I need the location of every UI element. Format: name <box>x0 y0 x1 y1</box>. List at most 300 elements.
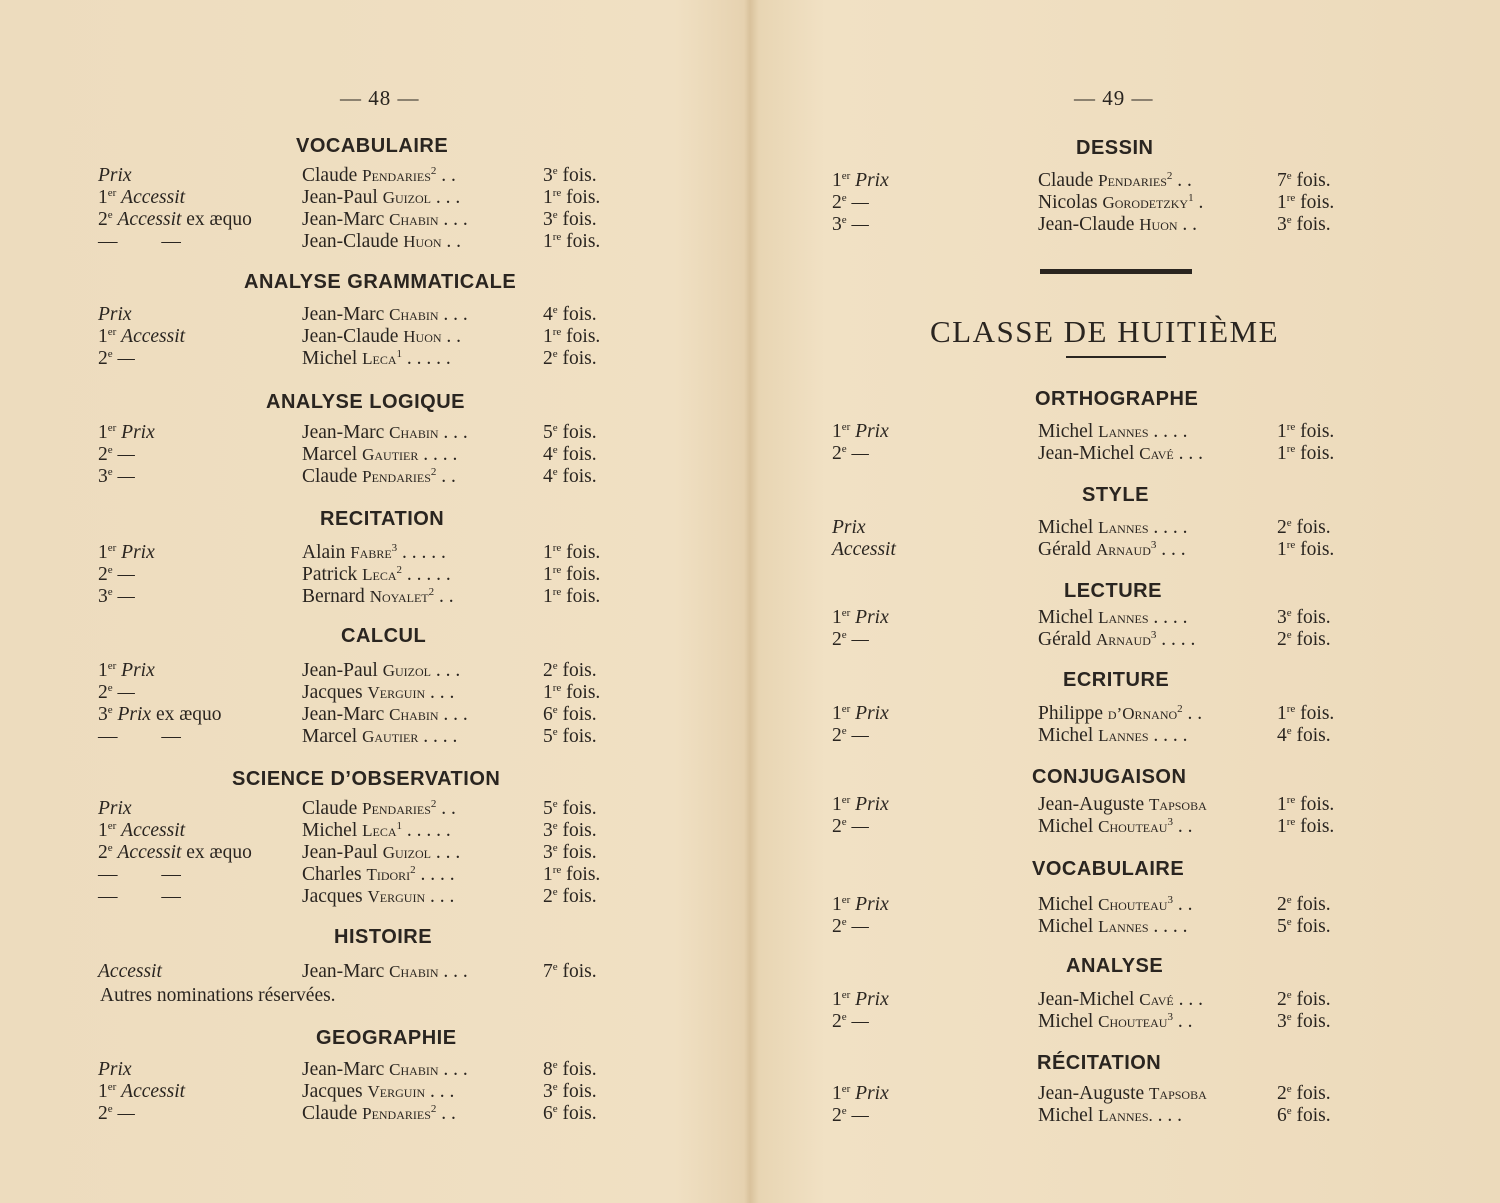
rank-cell <box>98 961 162 983</box>
award-label: — <box>851 443 869 464</box>
times-count: 1re fois. <box>543 682 601 703</box>
rank-cell: 1er Prix <box>832 703 889 724</box>
times-count: 3e fois. <box>1277 1011 1331 1032</box>
rank-cell: 1er Prix <box>832 170 889 191</box>
times-count: 2e fois. <box>543 886 597 907</box>
rank-cell: 3e — <box>98 586 135 607</box>
ex-aequo-label: — <box>161 231 181 252</box>
count-suffix: re <box>1286 539 1296 551</box>
table-row <box>0 326 750 348</box>
ex-aequo-label: — <box>161 726 181 747</box>
times-count: 5e fois. <box>543 726 597 747</box>
times-count: 1re fois. <box>543 187 601 208</box>
table-row <box>0 466 750 488</box>
student-name: Michel Lannes . . . . <box>1038 517 1188 538</box>
times-count: 6e fois. <box>543 704 597 725</box>
footnote-marker: 2 <box>1177 703 1183 715</box>
table-row <box>754 916 1500 938</box>
footnote-marker: 3 <box>1167 1011 1173 1023</box>
rank-cell: 1er Prix <box>98 660 155 681</box>
rank-cell: 2e — <box>98 348 135 369</box>
award-label: Prix <box>855 170 889 191</box>
table-row <box>754 794 1500 816</box>
rank-cell: 3e — <box>98 466 135 487</box>
student-name: Bernard Noyalet$^2$ . . <box>302 586 454 607</box>
section-heading: ANALYSE LOGIQUE <box>266 391 466 413</box>
rank-cell: 1er Accessit <box>98 187 186 208</box>
count-suffix: e <box>552 704 558 716</box>
award-label: Prix <box>855 703 889 724</box>
count-suffix: e <box>1286 214 1292 226</box>
section-heading: ANALYSE <box>1066 955 1164 977</box>
section-heading: RECITATION <box>320 508 445 530</box>
table-row <box>754 517 1500 539</box>
rank-suffix: er <box>841 421 851 433</box>
student-surname: Arnaud <box>1095 630 1151 649</box>
count-suffix: e <box>1286 1011 1292 1023</box>
rank-cell: 1er Prix <box>832 1083 889 1104</box>
ex-aequo-label: ex æquo <box>186 842 252 863</box>
count-suffix: re <box>552 231 562 243</box>
award-label: — <box>117 1103 135 1124</box>
ex-aequo-label: — <box>161 886 181 907</box>
student-surname: Noyalet <box>369 587 429 606</box>
table-row <box>0 187 750 209</box>
count-suffix: e <box>552 842 558 854</box>
rank-suffix: e <box>107 586 113 598</box>
rank-cell: 2e Accessit ex æquo <box>98 209 252 230</box>
rank-suffix: e <box>841 192 847 204</box>
student-name: Claude Pendaries$^2$ . . <box>302 165 456 186</box>
rank-suffix: e <box>107 348 113 360</box>
times-count: 3e fois. <box>1277 214 1331 235</box>
times-count: 2e fois. <box>1277 1083 1331 1104</box>
student-name: Michel Lannes . . . . <box>1038 421 1188 442</box>
rank-suffix: e <box>841 725 847 737</box>
table-row <box>0 726 750 748</box>
rank-cell: 2e Accessit ex æquo <box>98 842 252 863</box>
count-suffix: e <box>1286 725 1292 737</box>
award-label: Prix <box>855 794 889 815</box>
table-row <box>0 422 750 444</box>
student-surname: Chabin <box>389 962 439 981</box>
student-name: Marcel Gautier . . . . <box>302 726 458 747</box>
section-heading: ANALYSE GRAMMATICALE <box>244 271 517 293</box>
student-name: Nicolas Gorodetzky$^1$ . <box>1038 192 1204 213</box>
student-surname: Pendaries <box>1098 171 1167 190</box>
times-count: 1re fois. <box>543 864 601 885</box>
footnote-marker: 2 <box>430 798 437 810</box>
student-name: Jean-Claude Huon . . <box>302 326 462 347</box>
rank-suffix: er <box>107 422 117 434</box>
rank-cell: 2e — <box>832 916 869 937</box>
times-count: 4e fois. <box>1277 725 1331 746</box>
award-label: — <box>117 444 135 465</box>
student-surname: Chabin <box>389 210 439 229</box>
award-label: Prix <box>855 421 889 442</box>
award-label: — <box>851 816 869 837</box>
rank-cell: 1er Prix <box>832 989 889 1010</box>
times-count: 2e fois. <box>1277 629 1331 650</box>
student-name: Michel Lannes . . . . <box>1038 607 1188 628</box>
times-count: 1re fois. <box>543 231 601 252</box>
section-heading: DESSIN <box>1076 137 1154 159</box>
table-row <box>0 564 750 586</box>
student-name: Jean-Claude Huon . . <box>1038 214 1198 235</box>
student-surname: Pendaries <box>362 166 431 185</box>
student-surname: Pendaries <box>362 799 431 818</box>
student-surname: Chabin <box>389 1060 439 1079</box>
rank-suffix: er <box>841 794 851 806</box>
table-row <box>0 1103 750 1125</box>
rank-suffix: e <box>841 916 847 928</box>
section-heading: VOCABULAIRE <box>296 135 449 157</box>
student-name: Gérald Arnaud$^3$ . . . . <box>1038 629 1196 650</box>
rank-cell: 1er Accessit <box>98 820 186 841</box>
student-surname: d’Ornano <box>1107 704 1178 723</box>
award-label: Prix <box>98 304 132 325</box>
award-label: Prix <box>855 1083 889 1104</box>
count-suffix: e <box>1286 916 1292 928</box>
rank-cell: 2e — <box>832 725 869 746</box>
student-surname: Verguin <box>367 1082 426 1101</box>
ex-aequo-label: ex æquo <box>155 704 222 725</box>
award-label: Prix <box>855 607 889 628</box>
footnote-text: Autres nominations réservées. <box>100 985 336 1006</box>
times-count: 3e fois. <box>543 209 597 230</box>
section-heading: CONJUGAISON <box>1032 766 1187 788</box>
times-count: 7e fois. <box>1277 170 1331 191</box>
student-surname: Lannes <box>1098 518 1149 537</box>
count-suffix: e <box>1286 170 1292 182</box>
rank-cell: 1er Prix <box>832 794 889 815</box>
rank-cell <box>832 539 896 561</box>
times-count: 4e fois. <box>543 304 597 325</box>
count-suffix: e <box>552 798 558 810</box>
student-name: Jean-Michel Cavé . . . <box>1038 443 1203 464</box>
student-surname: Huon <box>1139 215 1178 234</box>
student-name: Jean-Paul Guizol . . . <box>302 187 461 208</box>
rank-suffix: e <box>107 704 113 716</box>
count-suffix: e <box>552 165 558 177</box>
rank-cell: 2e — <box>832 1011 869 1032</box>
student-surname: Chouteau <box>1098 895 1168 914</box>
rank-cell: 2e — <box>832 1105 869 1126</box>
award-label: Accessit <box>832 539 896 560</box>
student-name: Jean-Marc Chabin . . . <box>302 704 468 725</box>
student-surname: Cavé <box>1139 990 1174 1009</box>
student-name: Michel Lannes . . . . <box>1038 725 1188 746</box>
rank-suffix: e <box>107 466 113 478</box>
rank-suffix: er <box>107 660 117 672</box>
count-suffix: e <box>552 961 558 973</box>
table-row <box>0 348 750 370</box>
student-name: Claude Pendaries$^2$ . . <box>302 798 456 819</box>
times-count: 2e fois. <box>1277 517 1331 538</box>
student-name: Michel Leca$^1$ . . . . . <box>302 820 451 841</box>
rank-suffix: e <box>107 1103 113 1115</box>
award-label: Accessit <box>117 209 182 230</box>
table-row <box>0 842 750 864</box>
section-heading: RÉCITATION <box>1037 1052 1162 1074</box>
student-surname: Leca <box>362 349 397 368</box>
times-count: 1re fois. <box>543 326 601 347</box>
rank-suffix: er <box>107 542 117 554</box>
page-number: — 49 — <box>1074 86 1154 110</box>
student-name: Jean-Paul Guizol . . . <box>302 842 461 863</box>
student-name: Michel Leca$^1$ . . . . . <box>302 348 451 369</box>
rank-cell: — — <box>98 726 181 747</box>
count-suffix: e <box>552 444 558 456</box>
footnote-marker: 3 <box>1167 894 1173 906</box>
count-suffix: re <box>1286 192 1296 204</box>
rank-cell: 1er Prix <box>832 421 889 442</box>
ex-aequo-label: — <box>161 864 181 885</box>
rank-cell: 1er Accessit <box>98 1081 186 1102</box>
times-count: 2e fois. <box>1277 894 1331 915</box>
rank-suffix: e <box>841 214 847 226</box>
student-name: Jean-Marc Chabin . . . <box>302 304 468 325</box>
student-name: Jean-Marc Chabin . . . <box>302 961 468 982</box>
award-label: Prix <box>117 704 152 725</box>
rank-cell: 2e — <box>98 564 135 585</box>
count-suffix: e <box>552 304 558 316</box>
table-row <box>0 165 750 187</box>
rank-cell <box>832 517 866 539</box>
student-surname: Leca <box>362 821 397 840</box>
footnote-marker: 3 <box>1150 629 1157 641</box>
times-count: 7e fois. <box>543 961 597 982</box>
student-name: Jean-Marc Chabin . . . <box>302 209 468 230</box>
rank-cell: 1er Prix <box>98 422 155 443</box>
rank-cell: — — <box>98 864 181 885</box>
rank-suffix: er <box>841 1083 851 1095</box>
table-row <box>0 820 750 842</box>
rank-suffix: er <box>107 1081 117 1093</box>
rank-suffix: er <box>107 820 117 832</box>
rank-cell: 2e — <box>832 443 869 464</box>
rank-cell <box>98 1059 132 1081</box>
table-row <box>754 443 1500 465</box>
times-count: 5e fois. <box>543 798 597 819</box>
rank-suffix: e <box>107 444 113 456</box>
table-row <box>754 192 1500 214</box>
footnote-marker: 2 <box>430 165 437 177</box>
award-label: Accessit <box>121 820 186 841</box>
rank-suffix: er <box>841 703 851 715</box>
footnote-marker: 1 <box>1188 192 1194 204</box>
student-surname: Gautier <box>362 727 419 746</box>
section-heading: VOCABULAIRE <box>1032 858 1185 880</box>
student-name: Charles Tidori$^2$ . . . . <box>302 864 455 885</box>
student-name: Jacques Verguin . . . <box>302 1081 455 1102</box>
student-name: Philippe d’Ornano$^2$ . . <box>1038 703 1203 724</box>
footnote-marker: 2 <box>410 864 416 876</box>
award-label: — <box>851 629 869 650</box>
table-row <box>0 1059 750 1081</box>
times-count: 5e fois. <box>1277 916 1331 937</box>
table-row <box>754 989 1500 1011</box>
rank-suffix: er <box>841 607 851 619</box>
footnote-marker: 1 <box>396 820 402 832</box>
table-row <box>0 586 750 608</box>
rank-suffix: e <box>841 629 847 641</box>
table-row <box>0 886 750 908</box>
student-surname: Lannes <box>1098 917 1149 936</box>
times-count: 1re fois. <box>1277 443 1335 464</box>
award-label: — <box>851 1011 869 1032</box>
student-surname: Chabin <box>389 423 439 442</box>
count-suffix: re <box>552 326 562 338</box>
student-surname: Guizol <box>382 843 431 862</box>
award-label: Accessit <box>121 1081 186 1102</box>
footnote-marker: 2 <box>1166 170 1173 182</box>
count-suffix: e <box>1286 894 1292 906</box>
student-name: Jacques Verguin . . . <box>302 886 455 907</box>
footnote-marker: 2 <box>396 564 402 576</box>
count-suffix: re <box>552 187 562 199</box>
table-row <box>0 704 750 726</box>
section-heading: HISTOIRE <box>334 926 433 948</box>
rank-cell: 2e — <box>98 1103 135 1124</box>
student-surname: Tapsoba <box>1149 795 1207 814</box>
footnote-marker: 3 <box>1167 816 1173 828</box>
rank-suffix: e <box>107 209 113 221</box>
table-row <box>754 1083 1500 1105</box>
section-heading: CALCUL <box>341 625 427 647</box>
section-heading: GEOGRAPHIE <box>316 1027 457 1049</box>
rank-cell <box>98 798 132 820</box>
student-name: Michel Lannes. . . . <box>1038 1105 1182 1126</box>
student-surname: Lannes. <box>1098 1106 1153 1125</box>
student-surname: Chouteau <box>1098 817 1168 836</box>
count-suffix: e <box>1286 629 1292 641</box>
rank-cell: — — <box>98 886 181 907</box>
count-suffix: re <box>1286 703 1296 715</box>
award-label: Accessit <box>121 326 186 347</box>
table-row <box>0 542 750 564</box>
award-label: — <box>117 564 135 585</box>
student-surname: Gautier <box>362 445 419 464</box>
student-surname: Guizol <box>382 661 431 680</box>
award-label: — <box>117 466 135 487</box>
table-row <box>754 894 1500 916</box>
count-suffix: e <box>1286 607 1292 619</box>
count-suffix: e <box>552 726 558 738</box>
rank-cell: 1er Prix <box>832 894 889 915</box>
student-name: Jean-Auguste Tapsoba <box>1038 1083 1207 1104</box>
student-surname: Gorodetzky <box>1102 193 1189 212</box>
rank-cell <box>98 165 132 187</box>
student-surname: Pendaries <box>362 467 431 486</box>
class-title: CLASSE DE HUITIÈME <box>930 314 1280 349</box>
rank-suffix: er <box>107 187 117 199</box>
student-name: Jean-Michel Cavé . . . <box>1038 989 1203 1010</box>
award-label: Prix <box>121 660 155 681</box>
student-name: Jean-Marc Chabin . . . <box>302 1059 468 1080</box>
student-name: Claude Pendaries$^2$ . . <box>1038 170 1192 191</box>
separator-rule <box>1040 269 1192 274</box>
count-suffix: re <box>552 542 562 554</box>
count-suffix: e <box>1286 1105 1292 1117</box>
table-row <box>0 231 750 253</box>
student-name: Michel Chouteau$^3$ . . <box>1038 1011 1193 1032</box>
student-name: Marcel Gautier . . . . <box>302 444 458 465</box>
count-suffix: e <box>1286 989 1292 1001</box>
count-suffix: e <box>552 1059 558 1071</box>
rank-suffix: e <box>841 1105 847 1117</box>
rank-cell: 1er Prix <box>98 542 155 563</box>
times-count: 1re fois. <box>1277 539 1335 560</box>
student-surname: Arnaud <box>1095 540 1151 559</box>
student-surname: Guizol <box>382 188 431 207</box>
award-label: Prix <box>98 1059 132 1080</box>
times-count: 1re fois. <box>543 542 601 563</box>
rank-suffix: e <box>107 842 113 854</box>
student-surname: Verguin <box>367 683 426 702</box>
table-row <box>754 170 1500 192</box>
times-count: 3e fois. <box>543 165 597 186</box>
count-suffix: re <box>1286 443 1296 455</box>
count-suffix: e <box>552 209 558 221</box>
student-surname: Cavé <box>1139 444 1174 463</box>
times-count: 8e fois. <box>543 1059 597 1080</box>
student-surname: Chabin <box>389 305 439 324</box>
rank-suffix: e <box>841 1011 847 1023</box>
student-name: Jean-Claude Huon . . <box>302 231 462 252</box>
times-count: 1re fois. <box>1277 703 1335 724</box>
award-label: Prix <box>855 894 889 915</box>
rank-suffix: er <box>107 326 117 338</box>
page-number: — 48 — <box>340 86 420 110</box>
student-name: Jacques Verguin . . . <box>302 682 455 703</box>
table-row <box>0 682 750 704</box>
section-heading: STYLE <box>1082 484 1149 506</box>
rank-suffix: er <box>841 894 851 906</box>
student-surname: Pendaries <box>362 1104 431 1123</box>
count-suffix: e <box>552 422 558 434</box>
count-suffix: e <box>552 466 558 478</box>
table-row <box>754 539 1500 561</box>
times-count: 3e fois. <box>543 820 597 841</box>
count-suffix: re <box>1286 816 1296 828</box>
table-row <box>754 1105 1500 1127</box>
award-label: — <box>851 192 869 213</box>
table-row <box>0 304 750 326</box>
footnote-marker: 3 <box>391 542 398 554</box>
student-name: Claude Pendaries$^2$ . . <box>302 466 456 487</box>
times-count: 4e fois. <box>543 466 597 487</box>
section-heading: ORTHOGRAPHE <box>1035 388 1199 410</box>
award-label: Prix <box>98 165 132 186</box>
student-surname: Lannes <box>1098 422 1149 441</box>
award-label: Prix <box>121 422 155 443</box>
student-surname: Huon <box>403 327 442 346</box>
count-suffix: e <box>552 1103 558 1115</box>
rank-cell: 2e — <box>832 816 869 837</box>
footnote-marker: 2 <box>428 586 435 598</box>
section-heading: ECRITURE <box>1063 669 1170 691</box>
award-label: — <box>851 1105 869 1126</box>
count-suffix: re <box>1286 421 1296 433</box>
student-surname: Tidori <box>366 865 411 884</box>
table-row <box>0 660 750 682</box>
award-label: Prix <box>855 989 889 1010</box>
student-name: Jean-Paul Guizol . . . <box>302 660 461 681</box>
table-row <box>0 209 750 231</box>
rank-cell <box>98 304 132 326</box>
student-name: Gérald Arnaud$^3$ . . . <box>1038 539 1186 560</box>
